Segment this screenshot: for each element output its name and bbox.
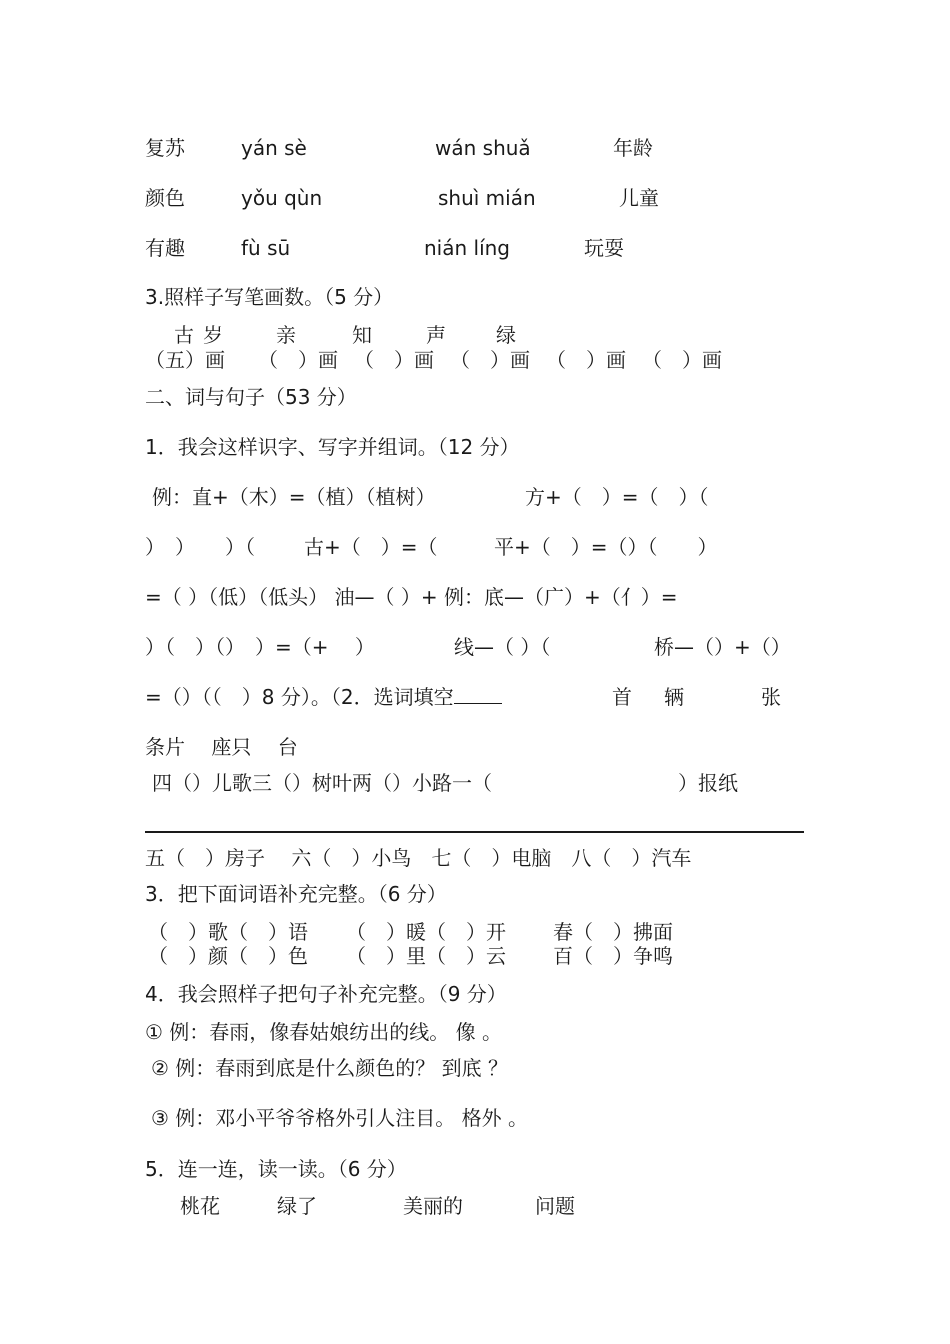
- q1-line-4-b: 线—（ ）（: [454, 635, 551, 659]
- section-2-heading: 二、词与句子（53 分）: [145, 385, 357, 409]
- q3-stroke-5: （ ）画: [546, 348, 626, 372]
- pinyin-row-2-word-3: shuì mián: [438, 186, 536, 210]
- q1-heading: 1．我会这样识字、写字并组词。（12 分）: [145, 435, 520, 459]
- q1-line-4-a: ）（ ）（） ）=（+ ）: [145, 635, 375, 659]
- q3b-line-1-c: 春（ ）拂面: [553, 920, 673, 944]
- q3b-line-1-b: （ ）暖（ ）开: [346, 920, 506, 944]
- q3-heading: 3.照样子写笔画数。（5 分）: [145, 285, 394, 309]
- q1-line-3: =（ ）（低）（低头） 油—（ ）+ 例：底—（广）+（亻）=: [145, 585, 678, 609]
- q3-char-1: 古: [174, 323, 194, 347]
- q1-line-5-a: =（）（（ ）8 分）。（2．选词填空: [145, 685, 502, 709]
- measure-words-row: 条片 座只 台: [145, 735, 298, 759]
- pinyin-row-1-word-2: yán sè: [241, 136, 307, 160]
- pinyin-row-3-word-4: 玩耍: [584, 236, 624, 260]
- q4-item-2: ② 例：春雨到底是什么颜色的？ 到底 ？: [151, 1056, 509, 1080]
- q3-char-6: 绿: [496, 323, 516, 347]
- q3b-line-1-a: （ ）歌（ ）语: [148, 920, 308, 944]
- q4-item-3: ③ 例：邓小平爷爷格外引人注目。 格外 。: [151, 1106, 529, 1130]
- pinyin-row-2-word-1: 颜色: [145, 186, 185, 210]
- q1-line-1-b: 方+（ ）=（ ）（: [525, 485, 709, 509]
- q3-stroke-1: （五）画: [145, 348, 225, 372]
- q3-char-4: 知: [352, 323, 372, 347]
- q3b-line-2-b: （ ）里（ ）云: [346, 944, 506, 968]
- pinyin-row-1-word-4: 年龄: [613, 136, 653, 160]
- pinyin-row-3-word-1: 有趣: [145, 236, 185, 260]
- q3-char-3: 亲: [276, 323, 296, 347]
- q1-line-2-c: 平+（ ）=（）（ ）: [494, 535, 718, 559]
- q3b-line-2-c: 百（ ）争鸣: [553, 944, 673, 968]
- pinyin-row-1-word-3: wán shuǎ: [435, 136, 531, 160]
- q1-line-1-a: 例：直+（木）=（植）（植树）: [152, 485, 436, 509]
- fill-blank: [454, 687, 502, 704]
- q3-stroke-6: （ ）画: [642, 348, 722, 372]
- measure-line-1-a: 四（）儿歌三（）树叶两（）小路一（: [152, 771, 492, 795]
- horizontal-rule: [145, 831, 804, 833]
- q4-item-1: ① 例：春雨，像春姑娘纺出的线。 像 。: [145, 1020, 503, 1044]
- q3b-line-2-a: （ ）颜（ ）色: [148, 944, 308, 968]
- pinyin-row-3-word-3: nián líng: [424, 236, 511, 260]
- q1-line-2-a: ） ） ）（: [145, 535, 255, 559]
- pinyin-row-2-word-4: 儿童: [619, 186, 659, 210]
- q5-word-1: 桃花: [180, 1194, 220, 1218]
- q3-stroke-4: （ ）画: [450, 348, 530, 372]
- measure-option-2: 辆: [664, 685, 684, 709]
- q3-char-5: 声: [426, 323, 446, 347]
- measure-line-1-b: ）报纸: [678, 771, 738, 795]
- q1-line-2-b: 古+（ ）=（: [304, 535, 438, 559]
- q3-stroke-3: （ ）画: [354, 348, 434, 372]
- measure-line-2: 五（ ）房子 六（ ）小鸟 七（ ）电脑 八（ ）汽车: [145, 846, 692, 870]
- q3-char-2: 岁: [203, 323, 223, 347]
- q1-line-4-c: 桥—（）+（）: [654, 635, 791, 659]
- q3-stroke-2: （ ）画: [258, 348, 338, 372]
- measure-option-1: 首: [612, 685, 632, 709]
- pinyin-row-3-word-2: fù sū: [241, 236, 291, 260]
- q5-word-4: 问题: [535, 1194, 575, 1218]
- q3b-heading: 3．把下面词语补充完整。（6 分）: [145, 882, 447, 906]
- q5-word-3: 美丽的: [403, 1194, 463, 1218]
- pinyin-row-2-word-2: yǒu qùn: [241, 186, 323, 210]
- q4-heading: 4．我会照样子把句子补充完整。（9 分）: [145, 982, 507, 1006]
- measure-option-3: 张: [761, 685, 781, 709]
- q5-word-2: 绿了: [277, 1194, 317, 1218]
- q5-heading: 5．连一连，读一读。（6 分）: [145, 1157, 407, 1181]
- pinyin-row-1-word-1: 复苏: [145, 136, 185, 160]
